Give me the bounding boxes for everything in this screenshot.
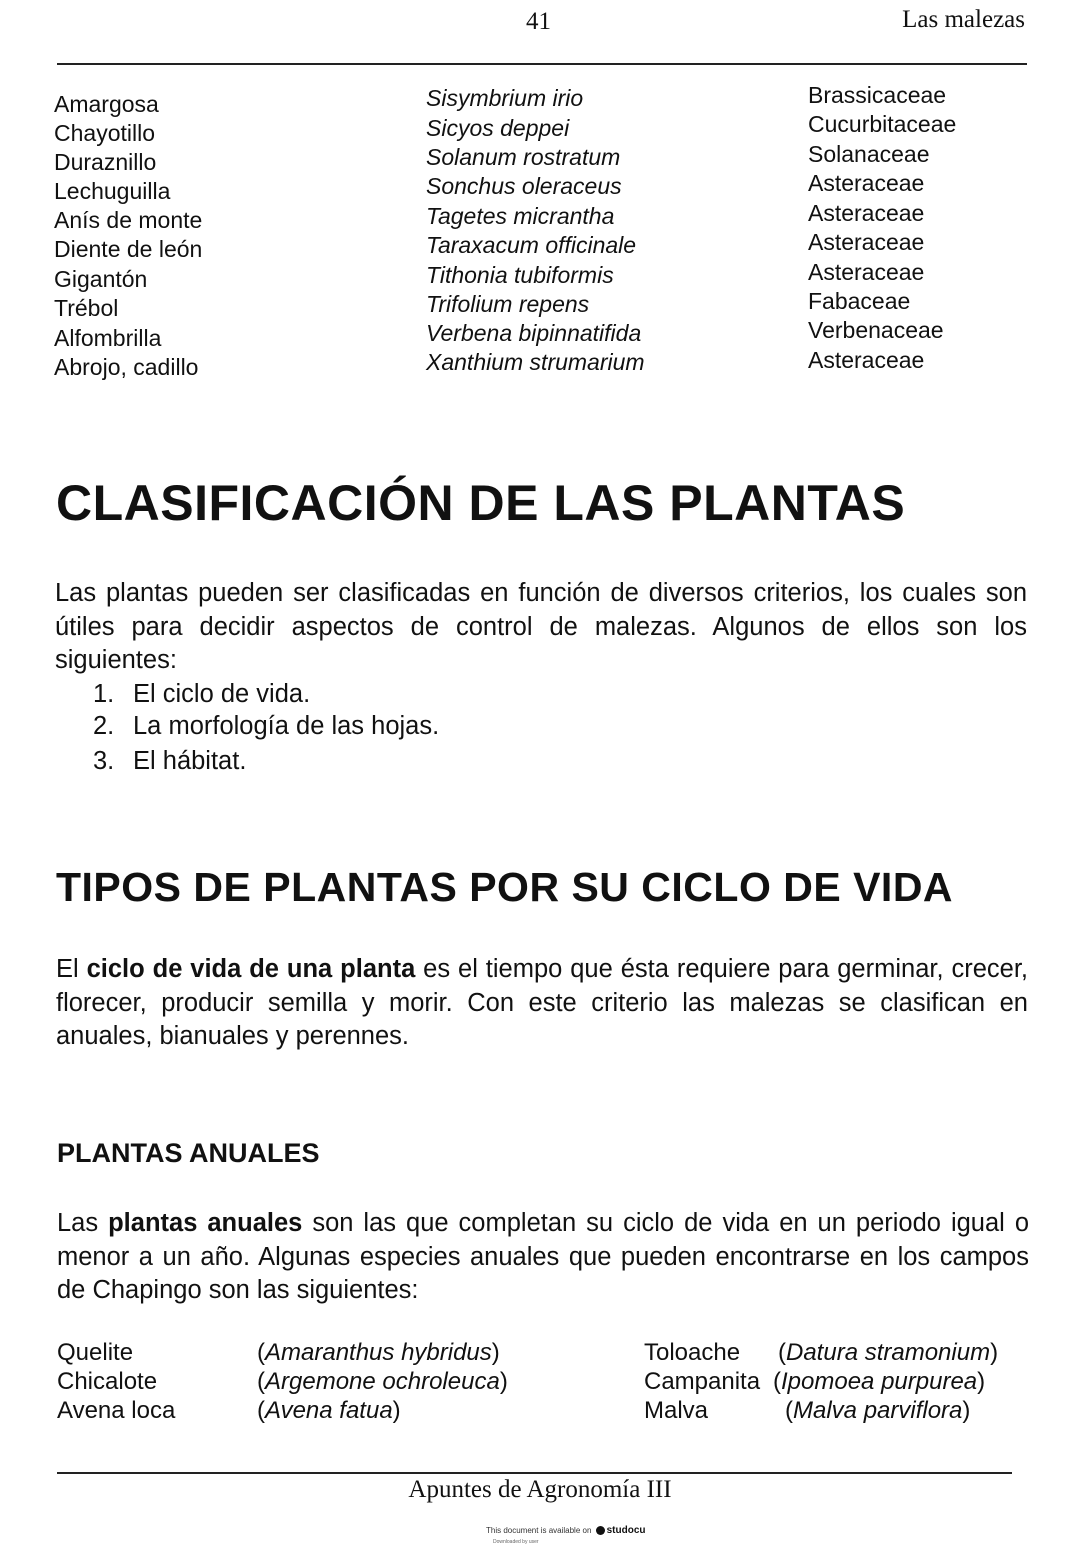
scientific-name: Ipomoea purpurea [781, 1368, 978, 1395]
list-number: 2. [93, 712, 115, 740]
paren: ( [257, 1397, 265, 1424]
species-common: Quelite [57, 1339, 134, 1366]
page-number: 41 [526, 8, 551, 35]
text: El [56, 955, 87, 983]
scientific-name: Datura stramonium [786, 1339, 991, 1366]
footer-divider [57, 1472, 1012, 1474]
table-cell-common: Diente de león [54, 236, 203, 262]
table-cell-scientific: Trifolium repens [426, 291, 590, 317]
text: son las que completan su ciclo de vida en un periodo igual o menor a un año. Algunas especies anuales que pueden encontrarse en los campos de Chapingo son las siguientes: [57, 1209, 1030, 1304]
paren: ( [785, 1397, 793, 1424]
paragraph-classification: Las plantas pueden ser clasificadas en función de diversos criterios, los cuales son útiles para decidir aspectos de control de malezas. Algunos de ellos son los siguientes: [55, 579, 1027, 674]
table-cell-common: Amargosa [54, 91, 159, 117]
table-cell-common: Alfombrilla [54, 325, 162, 351]
paren: ) [990, 1339, 999, 1366]
table-cell-scientific: Verbena bipinnatifida [426, 320, 642, 346]
species-scientific [257, 1396, 401, 1425]
table-cell-common: Chayotillo [54, 120, 155, 146]
paren: ) [392, 1397, 401, 1424]
watermark-subtext: Downloaded by user [493, 1539, 539, 1545]
studocu-watermark[interactable] [486, 1525, 646, 1536]
studocu-brand: studocu [606, 1525, 646, 1536]
table-cell-family: Asteraceae [808, 347, 925, 373]
species-common: Chicalote [57, 1368, 158, 1395]
species-scientific [257, 1367, 508, 1396]
table-cell-family: Asteraceae [808, 229, 925, 255]
scientific-name: Malva parviflora [793, 1397, 963, 1424]
studocu-logo-icon [596, 1526, 605, 1535]
table-cell-common: Trébol [54, 295, 119, 321]
table-cell-scientific: Sonchus oleraceus [426, 173, 622, 199]
species-scientific [257, 1338, 500, 1367]
list-number: 1. [93, 680, 115, 708]
species-common: Toloache [644, 1339, 741, 1366]
paren: ) [977, 1368, 986, 1395]
list-item [93, 678, 310, 710]
scientific-name: Avena fatua [265, 1397, 393, 1424]
species-scientific [785, 1396, 970, 1425]
table-cell-common: Abrojo, cadillo [54, 354, 199, 380]
paren: ) [491, 1339, 500, 1366]
table-cell-scientific: Solanum rostratum [426, 144, 621, 170]
table-cell-family: Solanaceae [808, 141, 930, 167]
species-common: Campanita [644, 1368, 761, 1395]
table-cell-common: Gigantón [54, 266, 148, 292]
species-scientific [778, 1338, 998, 1367]
footer-title: Apuntes de Agronomía III [408, 1476, 672, 1503]
list-text: La morfología de las hojas. [133, 712, 440, 740]
scientific-name: Amaranthus hybridus [265, 1339, 492, 1366]
species-common: Avena loca [57, 1397, 176, 1424]
paragraph-life-cycle [56, 953, 1028, 1054]
paren: ( [257, 1368, 265, 1395]
table-cell-common: Duraznillo [54, 149, 157, 175]
table-cell-family: Asteraceae [808, 170, 925, 196]
table-cell-scientific: Tithonia tubiformis [426, 262, 614, 288]
bold-term: plantas anuales [108, 1209, 303, 1237]
heading-classification: CLASIFICACIÓN DE LAS PLANTAS [56, 475, 906, 531]
list-text: El ciclo de vida. [133, 680, 311, 708]
table-cell-family: Cucurbitaceae [808, 111, 957, 137]
heading-life-cycle: TIPOS DE PLANTAS POR SU CICLO DE VIDA [56, 864, 954, 910]
species-scientific [773, 1367, 985, 1396]
list-item [93, 710, 439, 742]
paren: ) [962, 1397, 971, 1424]
paren: ( [773, 1368, 781, 1395]
table-cell-family: Fabaceae [808, 288, 911, 314]
bold-term: ciclo de vida de una planta [86, 955, 416, 983]
running-title: Las malezas [902, 6, 1025, 33]
species-common: Malva [644, 1397, 709, 1424]
header-divider [57, 63, 1027, 65]
text: es el tiempo que ésta requiere para germinar, crecer, florecer, producir semilla y morir. Con este criterio las malezas se clasifican en anuales, bianuales y perennes. [56, 955, 1028, 1050]
list-text: El hábitat. [133, 747, 247, 775]
table-cell-family: Asteraceae [808, 200, 925, 226]
paren: ) [499, 1368, 508, 1395]
text: Las [57, 1209, 109, 1237]
paren: ( [778, 1339, 786, 1366]
paragraph-annuals [57, 1207, 1029, 1308]
table-cell-family: Asteraceae [808, 259, 925, 285]
scientific-name: Argemone ochroleuca [265, 1368, 500, 1395]
table-cell-common: Anís de monte [54, 207, 203, 233]
list-number: 3. [93, 747, 115, 775]
watermark-text: This document is available on [486, 1526, 592, 1535]
table-cell-scientific: Taraxacum officinale [426, 232, 637, 258]
list-item [93, 745, 246, 777]
table-cell-family: Verbenaceae [808, 317, 944, 343]
table-cell-family: Brassicaceae [808, 82, 947, 108]
table-cell-scientific: Sisymbrium irio [426, 85, 584, 111]
table-cell-common: Lechuguilla [54, 178, 171, 204]
paren: ( [257, 1339, 265, 1366]
table-cell-scientific: Tagetes micrantha [426, 203, 615, 229]
table-cell-scientific: Xanthium strumarium [426, 349, 645, 375]
table-cell-scientific: Sicyos deppei [426, 115, 570, 141]
heading-annuals: PLANTAS ANUALES [57, 1138, 320, 1168]
